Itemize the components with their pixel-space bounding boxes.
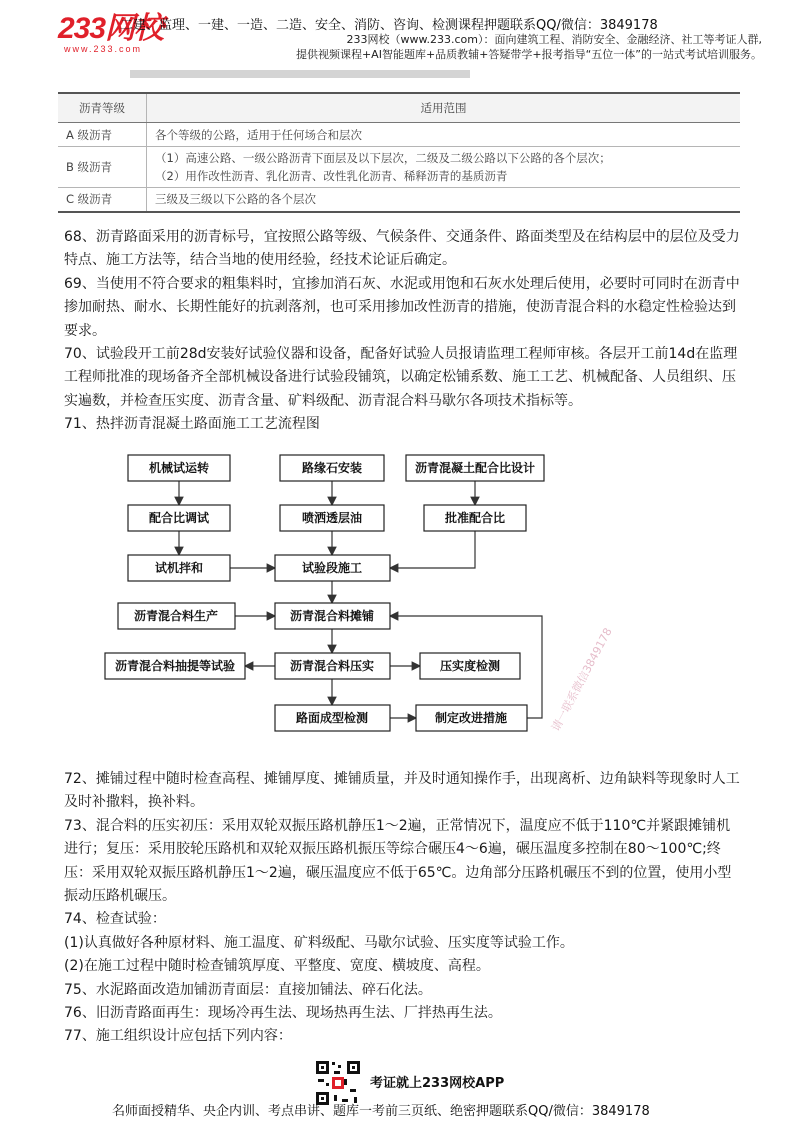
node-label: 路面成型检测 — [295, 711, 369, 725]
node-label: 制定改进措施 — [434, 711, 508, 725]
paragraph-73: 73、混合料的压实初压：采用双轮双振压路机静压1～2遍，正常情况下，温度应不低于110℃并紧跟摊铺机进行；复压：采用胶轮压路机和双轮双振压路机振压等综合碾压4～6遍，碾压温度多控制在80～100℃;终压：采用双轮双振压路机静压1～2遍，碾压温度应不低于65℃。边角部分压路机碾压不到的位置，使用小型振动压路机碾压。 — [64, 817, 732, 905]
node-label: 压实度检测 — [439, 659, 501, 673]
flow-node-n7 — [128, 555, 230, 581]
logo-main-text: 233网校 — [58, 12, 164, 45]
flow-node-n5 — [280, 505, 384, 531]
logo-sub-text: www.233.com — [64, 44, 143, 54]
node-label: 沥青混合料压实 — [289, 659, 375, 673]
node-label: 试机拌和 — [154, 561, 204, 575]
node-label: 沥青混合料生产 — [133, 609, 219, 623]
flow-node-n8 — [275, 555, 390, 581]
flow-node-n6 — [424, 505, 526, 531]
scope-line: （2）用作改性沥青、乳化沥青、改性乳化沥青、稀释沥青的基质沥青 — [155, 169, 508, 183]
flow-node-n10 — [275, 603, 390, 629]
header-intro-line: 233网校（www.233.com）：面向建筑工程、消防安全、金融经济、社工等考证人群, — [346, 33, 762, 46]
footer-contact-line: 名师面授精华、央企内训、考点串讲、题库一考前三页纸、绝密押题联系QQ/微信：3849178 — [112, 1104, 650, 1119]
scope-cell — [147, 147, 741, 188]
flow-node-n12 — [275, 653, 390, 679]
header-service-line: 提供视频课程+AI智能题库+品质教辅+答疑带学+报考指导“五位一体”的一站式考试培训服务。 — [295, 48, 762, 61]
edge-n6-n8 — [390, 531, 475, 568]
node-label: 沥青混合料摊铺 — [289, 609, 375, 623]
body-text-top — [64, 226, 744, 437]
paragraph-71: 71、热拌沥青混凝土路面施工工艺流程图 — [64, 416, 320, 433]
table-row — [58, 188, 740, 212]
node-label: 喷洒透层油 — [301, 511, 363, 525]
paragraph-74: 74、检查试验： — [64, 911, 166, 928]
node-label: 沥青混合料抽提等试验 — [114, 659, 236, 673]
table-caption-scan — [130, 70, 470, 78]
flow-node-n14 — [275, 705, 390, 731]
grade-cell: C 级沥青 — [58, 188, 147, 212]
grade-cell: A 级沥青 — [58, 123, 147, 147]
table-row — [58, 147, 740, 188]
flow-node-n3 — [406, 455, 544, 481]
paragraph-69: 69、当使用不符合要求的粗集料时，宜掺加消石灰、水泥或用饱和石灰水处理后使用，必要时可同时在沥青中掺加耐热、耐水、长期性能好的抗剥落剂，也可采用掺加改性沥青的措施，使沥青混合料的水稳定性检验达到要求。 — [64, 275, 740, 339]
flow-node-n13 — [420, 653, 520, 679]
process-flowchart — [80, 442, 720, 742]
table-header-grade: 沥青等级 — [58, 93, 147, 123]
node-label: 配合比调试 — [148, 511, 210, 525]
scope-line: （1）高速公路、一级公路沥青下面层及以下层次，二级及二级公路以下公路的各个层次； — [155, 151, 611, 165]
flow-node-n2 — [280, 455, 384, 481]
node-label: 批准配合比 — [444, 511, 506, 525]
scope-cell: 三级及三级以下公路的各个层次 — [147, 188, 741, 212]
paragraph-72: 72、摊铺过程中随时检查高程、摊铺厚度、摊铺质量，并及时通知操作手，出现离析、边角缺料等现象时人工及时补撒料，换补料。 — [64, 771, 740, 811]
flow-node-n1 — [128, 455, 230, 481]
flow-node-n9 — [118, 603, 235, 629]
node-label: 沥青混凝土配合比设计 — [414, 461, 536, 475]
grade-cell: B 级沥青 — [58, 147, 147, 188]
paragraph-76: 76、旧沥青路面再生：现场冷再生法、现场热再生法、厂拌热再生法。 — [64, 1005, 502, 1022]
paragraph-75: 75、水泥路面改造加铺沥青面层：直接加铺法、碎石化法。 — [64, 981, 432, 998]
asphalt-grade-table — [58, 92, 740, 213]
flow-node-n11 — [105, 653, 245, 679]
table-row — [58, 123, 740, 147]
node-label: 路缘石安装 — [301, 461, 363, 475]
paragraph-68: 68、沥青路面采用的沥青标号，宜按照公路等级、气候条件、交通条件、路面类型及在结构层中的层位及受力特点、施工方法等，结合当地的使用经验，经技术论证后确定。 — [64, 229, 740, 269]
body-text-bottom — [64, 768, 744, 1049]
paragraph-74-2: (2)在施工过程中随时检查铺筑厚度、平整度、宽度、横坡度、高程。 — [64, 958, 490, 975]
node-label: 机械试运转 — [148, 461, 210, 475]
flow-node-n4 — [128, 505, 230, 531]
node-label: 试验段施工 — [301, 561, 363, 575]
paragraph-77: 77、施工组织设计应包括下列内容： — [64, 1028, 292, 1045]
scope-cell: 各个等级的公路，适用于任何场合和层次 — [147, 123, 741, 147]
paragraph-74-1: (1)认真做好各种原材料、施工温度、矿料级配、马歇尔试验、压实度等试验工作。 — [64, 934, 574, 951]
contact-watermark: 请一联系微信3849178 — [549, 625, 615, 734]
paragraph-70: 70、试验段开工前28d安装好试验仪器和设备，配备好试验人员报请监理工程师审核。各层开工前14d在监理工程师批准的现场备齐全部机械设备进行试验段铺筑，以确定松铺系数、施工工艺、机械配备、人员组织、压实遍数，并检查压实度、沥青含量、矿料级配、沥青混合料马歇尔各项技术指标等。 — [64, 346, 738, 409]
table-header-scope: 适用范围 — [147, 93, 741, 123]
flow-node-n15 — [416, 705, 527, 731]
footer-app-title: 考证就上233网校APP — [370, 1076, 505, 1091]
header-contact-line: 二建、监理、一建、一造、二造、安全、消防、咨询、检测课程押题联系QQ/微信：3849178 — [120, 18, 658, 33]
